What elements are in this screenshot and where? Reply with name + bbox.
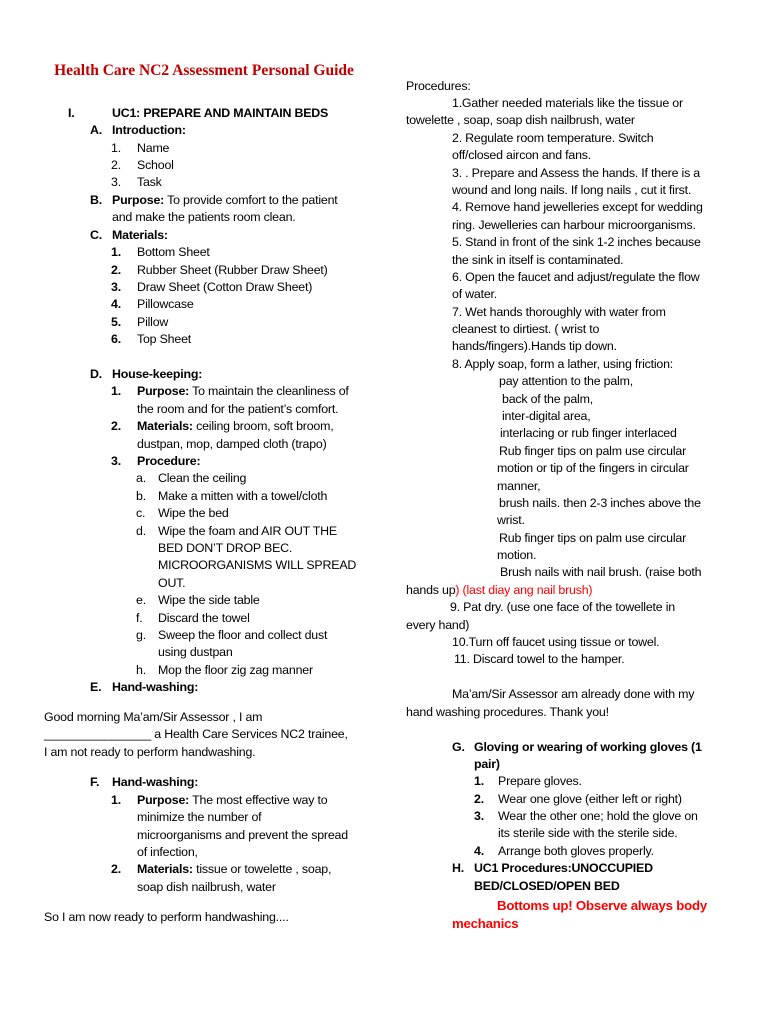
procedure-step: 4. Remove hand jewelleries except for wedding bbox=[452, 200, 703, 214]
list-marker: B. bbox=[90, 193, 102, 207]
list-item-text: Wipe the side table bbox=[158, 593, 260, 607]
procedure-step: 9. Pat dry. (use one face of the towellete in bbox=[450, 600, 675, 614]
list-item: b. Make a mitten with a towel/cloth bbox=[136, 488, 146, 505]
procedure-step-cont: cleanest to dirtiest. ( wrist to bbox=[452, 322, 600, 336]
list-marker: E. bbox=[90, 680, 102, 694]
ready-line: So I am now ready to perform handwashing.... bbox=[44, 910, 289, 924]
greeting-line: I am not ready to perform handwashing. bbox=[44, 745, 256, 759]
list-item-text: Top Sheet bbox=[137, 332, 191, 346]
list-heading: UC1 Procedures:UNOCCUPIED bbox=[474, 861, 653, 875]
list-item: 1. Purpose: The most effective way to bbox=[111, 793, 328, 807]
list-item-text: Clean the ceiling bbox=[158, 471, 247, 485]
procedure-substep: manner, bbox=[497, 479, 541, 493]
page-title: Health Care NC2 Assessment Personal Guide bbox=[54, 62, 354, 79]
list-heading: Materials: bbox=[112, 228, 168, 242]
procedure-substep: inter-digital area, bbox=[502, 409, 591, 423]
list-item: 2. Materials: ceiling broom, soft broom, bbox=[111, 419, 334, 433]
procedure-step: 11. Discard towel to the hamper. bbox=[454, 652, 625, 666]
list-marker: D. bbox=[90, 367, 102, 381]
procedure-step-cont: off/closed aircon and fans. bbox=[452, 148, 592, 162]
list-item-text: Pillowcase bbox=[137, 297, 194, 311]
list-item-text: Wear one glove (either left or right) bbox=[498, 792, 682, 806]
procedure-step: 1.Gather needed materials like the tissue or bbox=[452, 96, 683, 110]
list-item-text: Make a mitten with a towel/cloth bbox=[158, 489, 328, 503]
procedure-substep: interlacing or rub finger interlaced bbox=[500, 426, 677, 440]
list-item-text: Arrange both gloves properly. bbox=[498, 844, 654, 858]
list-item: c. Wipe the bed bbox=[136, 505, 145, 522]
list-item: 2. School bbox=[111, 157, 121, 174]
procedure-step: 6. Open the faucet and adjust/regulate the flow bbox=[452, 270, 700, 284]
procedure-substep bbox=[406, 582, 592, 599]
procedure-step-cont: wound and long nails. If long nails , cut it first. bbox=[452, 183, 692, 197]
list-heading-cont: pair) bbox=[474, 757, 500, 771]
procedure-step: 3. . Prepare and Assess the hands. If there is a bbox=[452, 166, 701, 180]
procedure-step-cont: towelette , soap, soap dish nailbrush, water bbox=[406, 113, 635, 127]
list-item: 3. Wear the other one; hold the glove on bbox=[474, 808, 484, 825]
list-marker: G. bbox=[452, 740, 465, 754]
list-item: 2. Wear one glove (either left or right) bbox=[474, 791, 484, 808]
list-item-text: Discard the towel bbox=[158, 611, 250, 625]
text-line: and make the patients room clean. bbox=[112, 210, 296, 224]
list-item: h. Mop the floor zig zag manner bbox=[136, 662, 146, 679]
list-item: 5. Pillow bbox=[111, 314, 121, 331]
procedure-substep: motion or tip of the fingers in circular bbox=[497, 461, 689, 475]
text: tissue or towelette , soap, bbox=[192, 862, 332, 876]
list-heading: Introduction: bbox=[112, 123, 186, 137]
procedure-substep: brush nails. then 2-3 inches above the bbox=[499, 496, 701, 510]
procedure-step-cont: every hand) bbox=[406, 618, 470, 632]
section-H bbox=[452, 860, 653, 877]
text: ceiling broom, soft broom, bbox=[192, 419, 334, 433]
list-item-text: Rubber Sheet (Rubber Draw Sheet) bbox=[137, 263, 328, 277]
label: Purpose: bbox=[112, 193, 165, 207]
list-item-text: Pillow bbox=[137, 315, 169, 329]
section-G bbox=[452, 739, 702, 756]
list-item-text: Task bbox=[137, 175, 162, 189]
list-item-text: Prepare gloves. bbox=[498, 774, 582, 788]
text-line: OUT. bbox=[158, 576, 186, 590]
list-item: 4. Arrange both gloves properly. bbox=[474, 843, 484, 860]
list-marker: C. bbox=[90, 228, 102, 242]
list-item: 1. Prepare gloves. bbox=[474, 773, 484, 790]
list-item: f. Discard the towel bbox=[136, 610, 143, 627]
list-item: a. Clean the ceiling bbox=[136, 470, 146, 487]
list-item-text: Wear the other one; hold the glove on bbox=[498, 809, 698, 823]
list-item-text: School bbox=[137, 158, 174, 172]
red-note: mechanics bbox=[452, 916, 519, 931]
procedures-heading: Procedures: bbox=[406, 79, 471, 93]
section-C bbox=[90, 227, 168, 244]
list-item-text: Mop the floor zig zag manner bbox=[158, 663, 313, 677]
text-line: dustpan, mop, damped cloth (trapo) bbox=[137, 437, 327, 451]
procedure-substep: pay attention to the palm, bbox=[499, 374, 633, 388]
section-marker: I. bbox=[68, 106, 75, 120]
greeting-line: Good morning Ma’am/Sir Assessor , I am bbox=[44, 710, 263, 724]
text: To provide comfort to the patient bbox=[164, 193, 338, 207]
list-item: 6. Top Sheet bbox=[111, 331, 121, 348]
list-item-text: Wipe the bed bbox=[158, 506, 229, 520]
text-line: the room and for the patient’s comfort. bbox=[137, 402, 339, 416]
section-heading: UC1: PREPARE AND MAINTAIN BEDS bbox=[112, 106, 329, 120]
closing-line: Ma’am/Sir Assessor am already done with my bbox=[452, 687, 695, 701]
red-note: Bottoms up! Observe always body bbox=[497, 898, 707, 913]
text-line: minimize the number of bbox=[137, 810, 262, 824]
list-heading: Hand-washing: bbox=[112, 775, 199, 789]
list-item: 2. Rubber Sheet (Rubber Draw Sheet) bbox=[111, 262, 121, 279]
text: The most effective way to bbox=[189, 793, 328, 807]
procedure-step: 8. Apply soap, form a lather, using friction: bbox=[452, 357, 674, 371]
list-heading: Hand-washing: bbox=[112, 680, 199, 694]
procedure-step: 7. Wet hands thoroughly with water from bbox=[452, 305, 666, 319]
text-line: BED DON’T DROP BEC. bbox=[158, 541, 293, 555]
text-line: MICROORGANISMS WILL SPREAD bbox=[158, 558, 357, 572]
procedure-step-cont: of water. bbox=[452, 287, 498, 301]
list-item-text: Bottom Sheet bbox=[137, 245, 210, 259]
list-item: 3. Draw Sheet (Cotton Draw Sheet) bbox=[111, 279, 121, 296]
list-marker: H. bbox=[452, 861, 464, 875]
procedure-substep: motion. bbox=[497, 548, 537, 562]
procedure-substep: back of the palm, bbox=[502, 392, 593, 406]
list-item: 2. Materials: tissue or towelette , soap, bbox=[111, 862, 332, 876]
list-heading: House-keeping: bbox=[112, 367, 203, 381]
text-line: of infection, bbox=[137, 845, 198, 859]
list-item-text: Name bbox=[137, 141, 170, 155]
procedure-step: 2. Regulate room temperature. Switch bbox=[452, 131, 654, 145]
list-item: e. Wipe the side table bbox=[136, 592, 146, 609]
procedure-step-cont: the sink in itself is contaminated. bbox=[452, 253, 624, 267]
list-item-text: Draw Sheet (Cotton Draw Sheet) bbox=[137, 280, 313, 294]
greeting-line: ________________ a Health Care Services NC2 trainee, bbox=[44, 727, 348, 741]
procedure-substep: Rub finger tips on palm use circular bbox=[499, 444, 687, 458]
label: Materials: bbox=[137, 419, 193, 433]
list-marker: A. bbox=[90, 123, 102, 137]
list-item: d. Wipe the foam and AIR OUT THE bbox=[136, 523, 146, 540]
procedure-substep: Brush nails with nail brush. (raise both bbox=[500, 565, 702, 579]
procedure-step: 10.Turn off faucet using tissue or towel. bbox=[452, 635, 660, 649]
section-F bbox=[90, 774, 199, 791]
closing-line: hand washing procedures. Thank you! bbox=[406, 705, 609, 719]
procedure-substep: wrist. bbox=[497, 513, 525, 527]
procedure-step-cont: hands/fingers).Hands tip down. bbox=[452, 339, 617, 353]
procedure-step-cont: ring. Jewelleries can harbour microorganisms. bbox=[452, 218, 696, 232]
label: Purpose: bbox=[137, 793, 190, 807]
list-item: 4. Pillowcase bbox=[111, 296, 121, 313]
label: Purpose: bbox=[137, 384, 190, 398]
list-item: 3. Task bbox=[111, 174, 121, 191]
procedure-substep: Rub finger tips on palm use circular bbox=[499, 531, 687, 545]
section-B bbox=[90, 192, 338, 209]
list-item-text: Wipe the foam and AIR OUT THE bbox=[158, 524, 337, 538]
list-marker: F. bbox=[90, 775, 100, 789]
section-A bbox=[90, 122, 186, 139]
text-line: soap dish nailbrush, water bbox=[137, 880, 276, 894]
list-item: 3. Procedure: bbox=[111, 453, 121, 470]
procedure-step: 5. Stand in front of the sink 1-2 inches because bbox=[452, 235, 701, 249]
list-item-text: Sweep the floor and collect dust bbox=[158, 628, 328, 642]
text-line: using dustpan bbox=[158, 645, 233, 659]
text-line: its sterile side with the sterile side. bbox=[498, 826, 678, 840]
list-item: 1. Bottom Sheet bbox=[111, 244, 121, 261]
list-heading-cont: BED/CLOSED/OPEN BED bbox=[474, 879, 620, 893]
red-note: ) (last diay ang nail brush) bbox=[455, 583, 593, 597]
text: To maintain the cleanliness of bbox=[189, 384, 349, 398]
section-E bbox=[90, 679, 199, 696]
text-line: microorganisms and prevent the spread bbox=[137, 828, 348, 842]
label: Procedure: bbox=[137, 454, 201, 468]
text: hands up bbox=[406, 583, 456, 597]
list-heading: Gloving or wearing of working gloves (1 bbox=[474, 740, 702, 754]
list-item: 1. Purpose: To maintain the cleanliness of bbox=[111, 384, 349, 398]
section-D bbox=[90, 366, 203, 383]
list-item: g. Sweep the floor and collect dust bbox=[136, 627, 146, 644]
label: Materials: bbox=[137, 862, 193, 876]
list-item: 1. Name bbox=[111, 140, 121, 157]
section-I bbox=[68, 105, 329, 122]
